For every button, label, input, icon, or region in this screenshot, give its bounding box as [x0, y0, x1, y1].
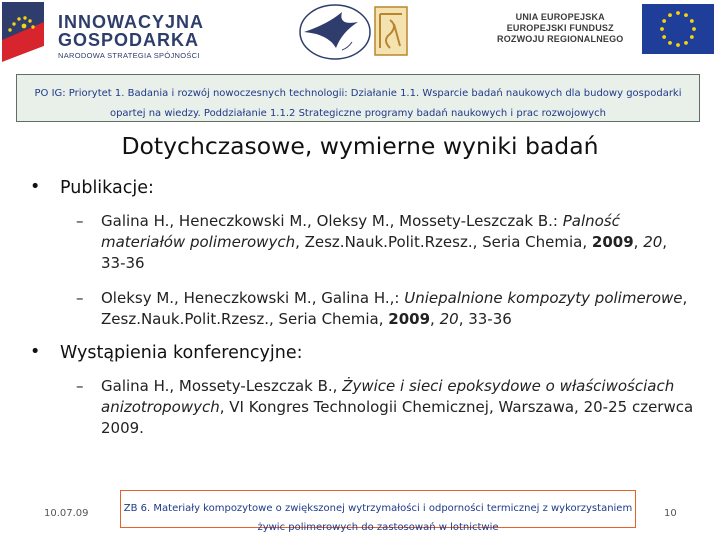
logo-header — [0, 0, 720, 66]
eu-line2: EUROPEJSKI FUNDUSZ — [506, 23, 614, 33]
bullet-publikacje — [30, 177, 154, 198]
page-number: 10 — [664, 508, 677, 519]
pub-sep: , — [633, 233, 644, 251]
publication-item — [76, 211, 696, 274]
priority-text: PO IG: Priorytet 1. Badania i rozwój nowoczesnych technologii: Działanie 1.1. Wsparcie badań naukowych dla budowy gospodarki opartej na wiedzy. Poddziałanie 1.1.2 Strategiczne programy badań naukowych i prac rozwojowych — [34, 88, 682, 119]
eu-logo-text — [497, 12, 624, 45]
university-emblem-icon — [374, 6, 408, 56]
eu-star-icon — [676, 43, 680, 47]
eu-line1: UNIA EUROPEJSKA — [515, 12, 605, 22]
eu-star-icon — [676, 11, 680, 15]
pub-volume: 20 — [439, 310, 459, 328]
bullet-dot-icon: • — [30, 177, 41, 197]
pub-sep: , — [430, 310, 440, 328]
pub-year: 2009 — [388, 310, 431, 328]
section-heading: Wystąpienia konferencyjne: — [60, 343, 303, 363]
ig-logo-line3: NARODOWA STRATEGIA SPÓJNOŚCI — [58, 51, 200, 60]
pub-source: , Zesz.Nauk.Polit.Rzesz., Seria Chemia, — [295, 233, 592, 251]
pub-source: , Zesz.Nauk.Polit.Rzesz., Seria Chemia, — [101, 289, 688, 328]
pub-pages: , 33-36 — [101, 233, 668, 272]
aviation-bird-logo-icon — [298, 2, 372, 62]
bullet-wystapienia — [30, 342, 303, 363]
eu-star-icon — [662, 19, 666, 23]
pub-volume: 20 — [643, 233, 663, 251]
publication-item — [76, 288, 696, 330]
conf-title: Żywice i sieci epoksydowe o właściwościach anizotropowych — [101, 377, 675, 416]
ig-logo-line1: INNOWACYJNA — [58, 12, 205, 32]
footer-box — [120, 490, 636, 533]
pub-year: 2009 — [591, 233, 634, 251]
innowacyjna-gospodarka-logo — [58, 13, 204, 60]
dash-bullet-icon: – — [76, 289, 84, 307]
innowacyjna-gospodarka-flag-icon — [2, 2, 44, 62]
footer-box-text: ZB 6. Materiały kompozytowe o zwiększonej wytrzymałości i odporności termicznej z wykorzystaniem żywic polimerowych do zastosowań w lotnictwie — [123, 503, 633, 533]
pub-pages: , 33-36 — [458, 310, 512, 328]
eu-star-icon — [668, 13, 672, 17]
ig-logo-line2: GOSPODARKA — [58, 30, 200, 50]
conf-authors: Galina H., Mossety-Leszczak B., — [101, 377, 343, 395]
eu-star-icon — [684, 41, 688, 45]
eu-star-icon — [668, 41, 672, 45]
pub-authors: Galina H., Heneczkowski M., Oleksy M., Mossety-Leszczak B.: — [101, 212, 563, 230]
eu-star-icon — [660, 27, 664, 31]
eu-star-icon — [690, 35, 694, 39]
footer-date: 10.07.09 — [44, 508, 89, 519]
priority-box — [16, 74, 700, 122]
section-heading: Publikacje: — [60, 178, 154, 198]
eu-star-icon — [684, 13, 688, 17]
conference-item — [76, 376, 696, 439]
pub-title: Uniepalnione kompozyty polimerowe — [404, 289, 683, 307]
pub-authors: Oleksy M., Heneczkowski M., Galina H.,: — [101, 289, 405, 307]
eu-star-icon — [692, 27, 696, 31]
slide-title: Dotychczasowe, wymierne wyniki badań — [121, 132, 599, 160]
eu-line3: ROZWOJU REGIONALNEGO — [497, 34, 624, 44]
eu-star-icon — [690, 19, 694, 23]
eu-star-icon — [662, 35, 666, 39]
pub-title: Palność materiałów polimerowych — [101, 212, 620, 251]
bullet-dot-icon: • — [30, 342, 41, 362]
eu-flag-icon — [642, 4, 714, 54]
dash-bullet-icon: – — [76, 212, 84, 230]
dash-bullet-icon: – — [76, 377, 84, 395]
conf-rest: , VI Kongres Technologii Chemicznej, Warszawa, 20-25 czerwca 2009. — [101, 398, 694, 437]
